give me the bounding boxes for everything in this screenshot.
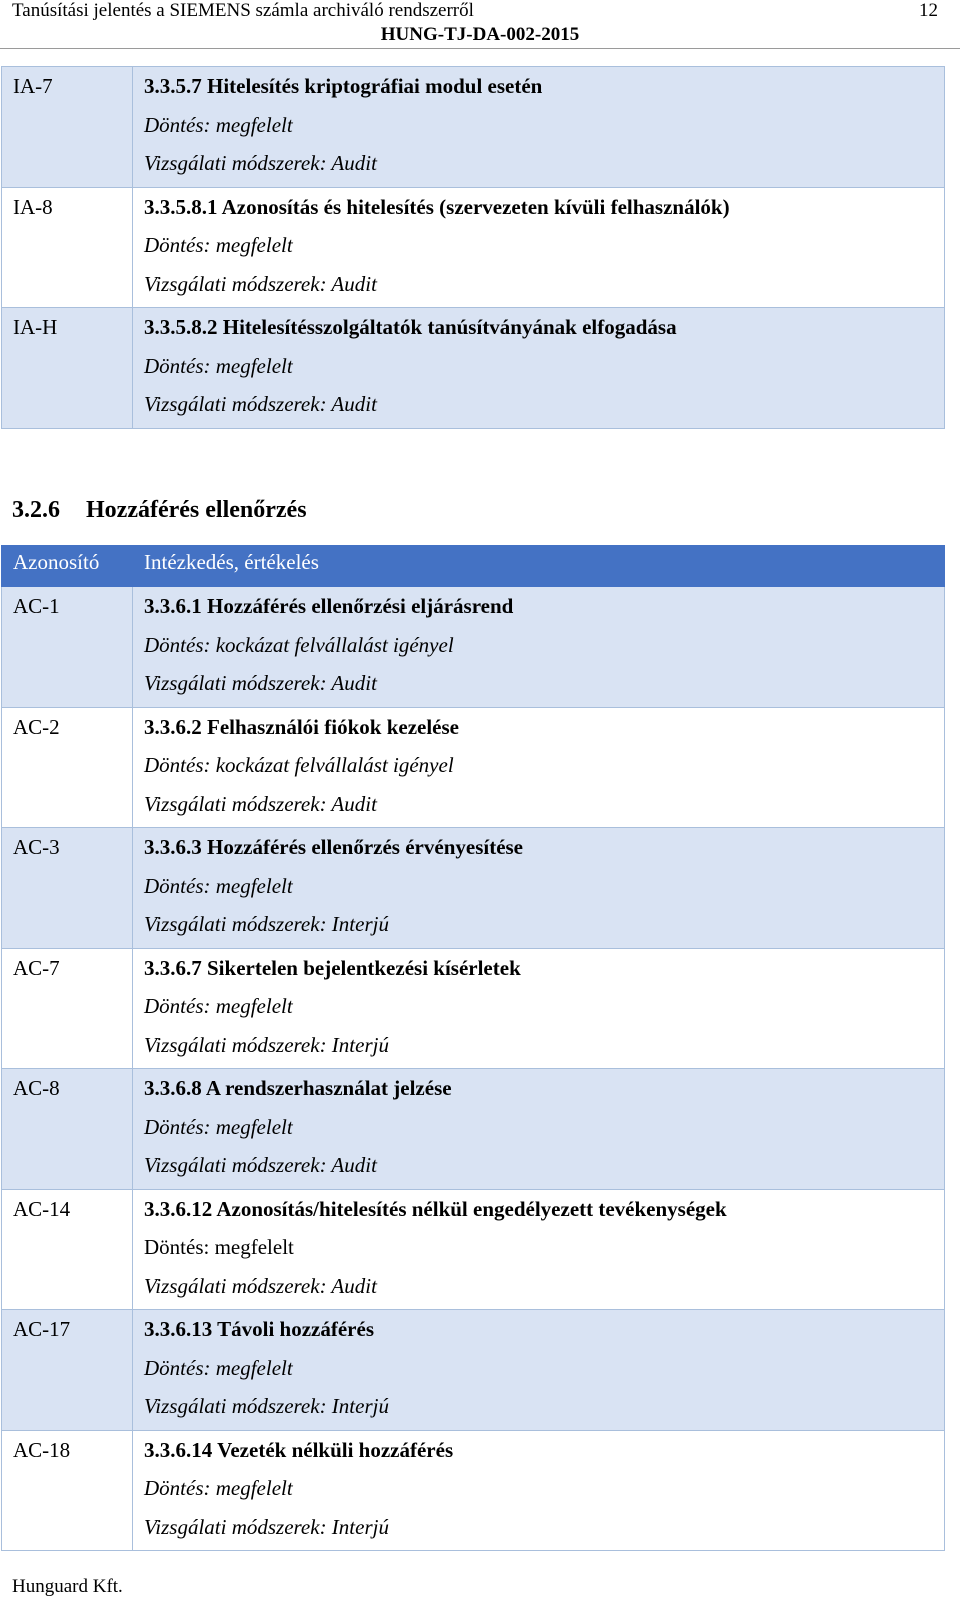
section-heading	[12, 495, 307, 525]
row-methods: Vizsgálati módszerek: Interjú	[144, 1394, 389, 1418]
row-decision: Döntés: megfelelt	[144, 112, 293, 137]
row-title: 3.3.5.7 Hitelesítés kriptográfiai modul esetén	[144, 74, 543, 98]
header-divider	[0, 48, 960, 49]
table-row	[2, 1310, 945, 1431]
row-content	[133, 707, 945, 828]
row-methods: Vizsgálati módszerek: Audit	[144, 392, 377, 416]
row-id: AC-8	[2, 1069, 133, 1190]
row-content	[133, 828, 945, 949]
table-row	[2, 67, 945, 188]
column-header-id: Azonosító	[2, 546, 133, 587]
table-row	[2, 707, 945, 828]
row-id: AC-7	[2, 948, 133, 1069]
table-row	[2, 1430, 945, 1551]
row-content	[133, 67, 945, 188]
row-title: 3.3.6.7 Sikertelen bejelentkezési kísérletek	[144, 955, 521, 980]
row-title: 3.3.6.2 Felhasználói fiókok kezelése	[144, 714, 459, 739]
row-methods: Vizsgálati módszerek: Interjú	[144, 912, 389, 936]
row-title: 3.3.5.8.1 Azonosítás és hitelesítés (szervezeten kívüli felhasználók)	[144, 194, 730, 219]
row-title: 3.3.6.8 A rendszerhasználat jelzése	[144, 1076, 452, 1100]
row-title: 3.3.6.12 Azonosítás/hitelesítés nélkül engedélyezett tevékenységek	[144, 1196, 727, 1221]
row-id: IA-8	[2, 187, 133, 308]
row-decision: Döntés: kockázat felvállalást igényel	[144, 632, 454, 657]
row-id: AC-18	[2, 1430, 133, 1551]
section-title: Hozzáférés ellenőrzés	[86, 497, 307, 523]
row-id: IA-H	[2, 308, 133, 429]
row-decision: Döntés: megfelelt	[144, 353, 293, 378]
row-content	[133, 1189, 945, 1310]
row-id: AC-17	[2, 1310, 133, 1431]
row-content	[133, 948, 945, 1069]
row-content	[133, 1430, 945, 1551]
row-content	[133, 1310, 945, 1431]
row-methods: Vizsgálati módszerek: Audit	[144, 1153, 377, 1177]
row-title: 3.3.6.3 Hozzáférés ellenőrzés érvényesítése	[144, 835, 524, 859]
row-title: 3.3.5.8.2 Hitelesítésszolgáltatók tanúsítványának elfogadása	[144, 315, 677, 339]
table-row	[2, 948, 945, 1069]
page-number: 12	[919, 0, 938, 21]
row-methods: Vizsgálati módszerek: Audit	[144, 1273, 377, 1298]
requirements-table-ac	[1, 545, 945, 1551]
row-decision: Döntés: megfelelt	[144, 233, 293, 257]
section-number: 3.2.6	[12, 497, 60, 523]
row-decision: Döntés: kockázat felvállalást igényel	[144, 753, 454, 777]
table-row	[2, 187, 945, 308]
row-decision: Döntés: megfelelt	[144, 1355, 293, 1380]
table-row	[2, 828, 945, 949]
row-methods: Vizsgálati módszerek: Audit	[144, 671, 377, 695]
row-title: 3.3.6.13 Távoli hozzáférés	[144, 1317, 374, 1341]
row-decision: Döntés: megfelelt	[144, 994, 293, 1018]
table-row	[2, 587, 945, 708]
document-code: HUNG-TJ-DA-002-2015	[380, 24, 580, 45]
row-content	[133, 187, 945, 308]
row-id: AC-3	[2, 828, 133, 949]
row-decision: Döntés: megfelelt	[144, 873, 293, 898]
row-decision: Döntés: megfelelt	[144, 1114, 293, 1139]
row-methods: Vizsgálati módszerek: Audit	[144, 271, 377, 296]
row-decision: Döntés: megfelelt	[144, 1235, 294, 1259]
column-header-measure: Intézkedés, értékelés	[133, 546, 945, 587]
row-content	[133, 587, 945, 708]
row-id: IA-7	[2, 67, 133, 188]
row-id: AC-2	[2, 707, 133, 828]
row-id: AC-1	[2, 587, 133, 708]
footer-company: Hunguard Kft.	[12, 1576, 123, 1597]
header-title: Tanúsítási jelentés a SIEMENS számla archiváló rendszerről	[12, 0, 474, 21]
row-title: 3.3.6.1 Hozzáférés ellenőrzési eljárásrend	[144, 594, 514, 618]
table-header-row	[2, 546, 945, 587]
row-id: AC-14	[2, 1189, 133, 1310]
table-row	[2, 1069, 945, 1190]
row-decision: Döntés: megfelelt	[144, 1476, 293, 1500]
row-methods: Vizsgálati módszerek: Audit	[144, 791, 377, 816]
row-methods: Vizsgálati módszerek: Interjú	[144, 1514, 389, 1539]
row-title: 3.3.6.14 Vezeték nélküli hozzáférés	[144, 1437, 454, 1462]
requirements-table-ia	[1, 66, 945, 429]
table-row	[2, 308, 945, 429]
row-methods: Vizsgálati módszerek: Interjú	[144, 1032, 389, 1057]
row-content	[133, 1069, 945, 1190]
row-methods: Vizsgálati módszerek: Audit	[144, 151, 377, 175]
table-row	[2, 1189, 945, 1310]
row-content	[133, 308, 945, 429]
